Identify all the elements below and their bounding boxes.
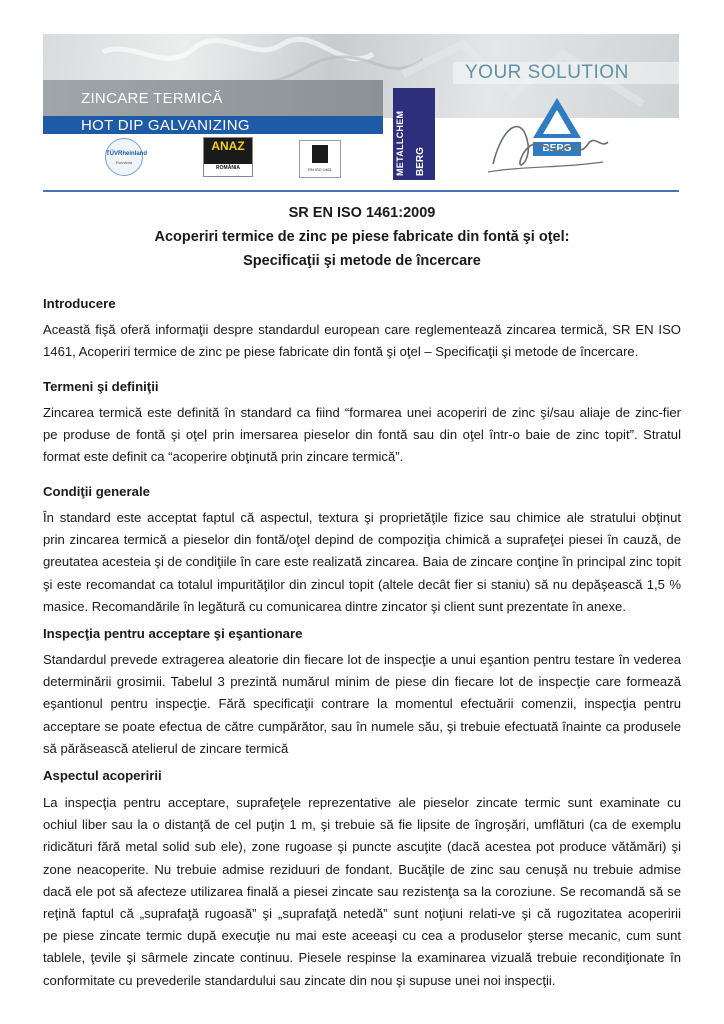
text-line: pe produse de fontă şi oţel prin imersarea pieselor din fontă sau din oţel într-o baie de zinc topit”. Stratul: [43, 427, 681, 443]
metallchem-berg-logo: [393, 88, 435, 180]
blue-title-bar: [43, 116, 383, 136]
text-line: greutatea acesteia şi de condiţiile în care este realizată zincarea. Baia de zincare conţine în principal zinc topit: [43, 554, 681, 570]
anaz-logo: [203, 137, 253, 177]
metallchem-berg-text: BERG: [415, 147, 426, 176]
tuv-name: TÜVRheinland: [106, 151, 148, 157]
text-line: tablele, ţevile şi sârmele zincate continuu. Piesele respinse la examinarea vizuală trebuie recondiţionate în: [43, 950, 681, 966]
slogan: YOUR SOLUTION: [453, 62, 679, 84]
metallchem-text: METALLCHEM: [395, 110, 405, 176]
section-body-conditii: [43, 507, 681, 618]
section-heading-aspect: Aspectul acoperirii: [43, 768, 162, 783]
section-heading-termeni: Termeni şi definiţii: [43, 379, 159, 394]
text-line: să părăsească atelierul de zincare termică: [43, 740, 289, 756]
text-line: pe piese zincate termic după execuţie nu mai este aceeaşi cu cea a produselor şterse mecanic, cum sunt: [43, 928, 681, 944]
document-title-line1: Acoperiri termice de zinc pe piese fabricate din fontă şi oţel:: [154, 229, 570, 245]
standard-number: SR EN ISO 1461:2009: [288, 205, 436, 221]
en-iso-mark: [312, 145, 328, 163]
text-line: prin zincarea termică a pieselor din fontă/oţel depind de compoziţia chimică a suprafeţei piesei în cauză, de: [43, 532, 681, 548]
section-body-inspectie: [43, 649, 681, 760]
section-body-introducere: [43, 319, 681, 363]
text-line: Standardul prevede extragerea aleatorie din fiecare lot de inspecţie a unui eşantion pentru testare în vederea: [43, 652, 681, 667]
text-line: 1461, Acoperiri termice de zinc pe piese fabricate din fontă şi oţel – Specificaţii şi metode de încercare.: [43, 344, 639, 360]
section-heading-introducere: Introducere: [43, 296, 116, 311]
tuv-rheinland-logo: [105, 138, 148, 176]
text-line: Zincarea termică este definită în standard ca fiind “formarea unei acoperiri de zinc şi/sau aliaje de zinc-fier: [43, 405, 681, 420]
text-line: şi este recomandat ca totalul impurităţilor din zincul topit (altele decât fier si staniu) să nu depăşească 1,5 %: [43, 576, 681, 592]
header-divider: [43, 190, 679, 192]
text-line: În standard este acceptat faptul că aspectul, textura şi proprietăţile fizice sau chimice ale stratului obţinut: [43, 510, 681, 525]
anaz-name: ANAZ: [204, 138, 252, 164]
title-en: HOT DIP GALVANIZING: [81, 117, 250, 134]
text-line: eşantionul pentru inspecţie. Fără specificaţii contrare la momentul efectuării comenzii, inspecţia pentru: [43, 696, 681, 712]
section-body-termeni: [43, 402, 681, 469]
section-heading-inspectie: Inspecţia pentru acceptare şi eşantionare: [43, 626, 303, 641]
text-line: determinării grosimii. Tabelul 3 prezintă numărul minim de piese din fiecare lot de inspecţie care formează: [43, 674, 681, 690]
text-line: masice. Recomandările în legătură cu comunicarea dintre zincator şi client sunt prezentate în anexe.: [43, 598, 626, 614]
berg-logo-text: BERG: [533, 142, 581, 156]
text-line: acceptare se poate efectua de către cumpărător, sau în numele său, şi trebuie efectuată înainte ca produsele: [43, 718, 681, 734]
text-line: ochiul liber sau la o distanţă de cel puţin 1 m, şi trebuie să fie lipsite de îngroşări, umflături (ca de exemplu: [43, 817, 681, 833]
text-line: La inspecţia pentru acceptare, suprafeţele reprezentative ale pieselor zincate termic sunt examinate cu: [43, 795, 681, 810]
gray-title-bar: [43, 80, 383, 116]
text-line: Această fişă oferă informaţii despre standardul european care reglementează zincarea termică, SR EN ISO: [43, 322, 681, 337]
en-iso-logo: [299, 140, 341, 178]
section-heading-conditii: Condiţii generale: [43, 484, 150, 499]
text-line: zone neacoperite. Nu trebuie admise reziduuri de fondant. Bucăţile de zinc sau cenuşă nu trebuie admise: [43, 861, 681, 877]
signature-graphic: [483, 104, 613, 180]
title-ro: ZINCARE TERMICĂ: [81, 90, 223, 107]
text-line: ridicături fără metal solid sub ele), zone rugoase şi puncte ascuţite (dacă acestea pot produce vătămări) şi: [43, 839, 681, 855]
text-line: dacă ele pot să afecteze utilizarea finală a piesei zincate sau rezistenţa sa la coroziune. Se recomandă să se: [43, 883, 681, 899]
header-banner: [43, 34, 679, 180]
text-line: format este definit ca “acoperire obţinută prin zincare termică”.: [43, 449, 404, 465]
section-body-aspect: [43, 792, 681, 992]
text-line: reţină faptul că „suprafaţă rugoasă” şi „suprafaţă netedă” sunt noţiuni relati-ve şi că rugozitatea acoperirii: [43, 905, 681, 921]
text-line: conformitate cu prevederile standardului sau zincate din nou şi supuse unei noi inspecţii.: [43, 972, 556, 988]
anaz-sub: ROMÂNIA: [216, 165, 240, 171]
en-iso-label: EN ISO 1461: [308, 167, 332, 172]
tuv-sub: România: [115, 160, 132, 165]
certification-logos: [43, 134, 383, 180]
document-title-line2: Specificaţii şi metode de încercare: [243, 253, 481, 269]
